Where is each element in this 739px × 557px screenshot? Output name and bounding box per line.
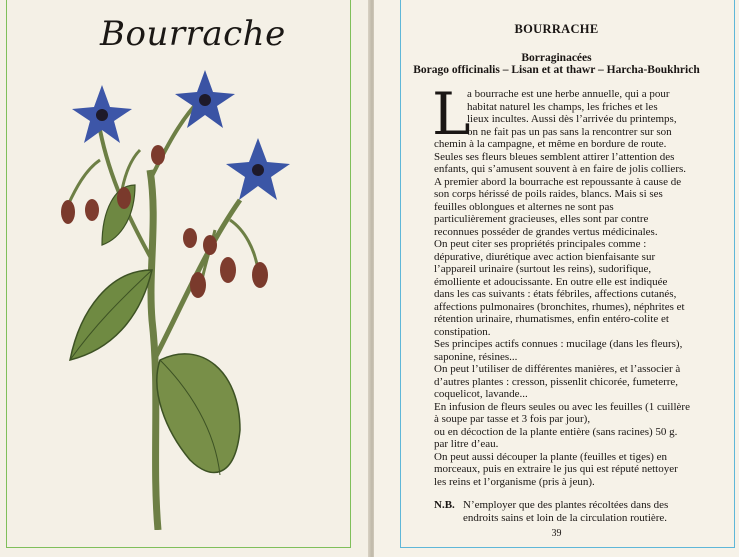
section-heading: BOURRACHE <box>514 22 599 36</box>
body-line: coquelicot, lavande... <box>434 388 528 400</box>
body-line: Seules ses fleurs bleues semblent attirer l’attention des <box>434 150 675 163</box>
borage-flower-3 <box>226 138 290 200</box>
nb-line: endroits sains et loin de la circulation routière. <box>463 511 668 524</box>
body-line: particulièrement gracieuses, elles sont par contre <box>434 213 649 225</box>
body-line: par litre d’eau. <box>434 438 499 450</box>
plant-title: Bourrache <box>100 14 286 54</box>
body-line: reconnues posséder de grandes vertus médicinales. <box>434 225 658 238</box>
body-line: On peut citer ses propriétés principales comme : <box>434 238 647 250</box>
body-line: affections pulmonaires (bronchites, rhumes), néphrites et <box>434 300 685 313</box>
body-line: En infusion de fleurs seules ou avec les feuilles (1 cuillère <box>434 400 690 413</box>
body-line: ou en décoction de la plante entière (sans racines) 50 g. <box>434 425 678 438</box>
body-line: l’appareil urinaire (surtout les reins), sudorifique, <box>434 263 652 275</box>
body-line: enfants, qui s’amusent souvent à en faire de jolis colliers. <box>434 163 687 175</box>
body-line: habitat naturel les champs, les friches et les <box>467 100 658 113</box>
body-line: On peut l’utiliser de différentes manières, et l’associer à <box>434 363 681 375</box>
right-page <box>374 0 739 557</box>
body-line: saponine, résines... <box>434 350 518 363</box>
latin-names: Borago officinalis – Lisan et at thawr – Harcha-Boukhrich <box>413 64 700 76</box>
body-line: lieux incultes. Aussi dès l’arrivée du printemps, <box>467 113 677 125</box>
plant-family: Borraginacées <box>521 52 592 64</box>
body-line: son corps hérissé de poils raides, blancs. Mais si ses <box>434 188 663 200</box>
nb-label: N.B. <box>434 499 455 511</box>
body-line: feuilles oblongues et alternes ne sont pas <box>434 200 614 213</box>
nb-line: N’employer que des plantes récoltées dans des <box>463 499 669 511</box>
body-line: A premier abord la bourrache est repoussante à cause de <box>434 175 682 188</box>
body-line: morceaux, puis en extraire le jus qui est réputé nettoyer <box>434 463 678 475</box>
body-line: constipation. <box>434 325 491 338</box>
body-line: dépurative, diurétique avec action bienfaisante sur <box>434 250 656 263</box>
body-line: on ne fait pas un pas sans la rencontrer sur son <box>467 125 672 138</box>
body-line: Ses principes actifs connues : mucilage (dans les fleurs), <box>434 338 683 350</box>
body-line: émolliente et adoucissante. En outre elle est indiquée <box>434 275 668 288</box>
drop-cap: L <box>432 80 471 148</box>
borage-illustration <box>40 60 330 530</box>
body-line: On peut aussi découper la plante (feuilles et tiges) en <box>434 450 668 463</box>
body-line: a bourrache est une herbe annuelle, qui a pour <box>467 88 670 100</box>
body-line: à soupe par tasse et 3 fois par jour), <box>434 413 591 425</box>
body-line: dans les cas suivants : états fébriles, affections cutanés, <box>434 288 677 300</box>
body-line: rétention urinaire, rhumatismes, enfin entéro-colite et <box>434 313 669 325</box>
body-line: chemin à la campagne, et même en bordure de route. <box>434 138 667 150</box>
body-line: les reins et l’organisme (pris à jeun). <box>434 475 595 488</box>
page-number: 39 <box>551 528 562 539</box>
body-line: d’autres plantes : cresson, pissenlit chicorée, fumeterre, <box>434 375 679 388</box>
